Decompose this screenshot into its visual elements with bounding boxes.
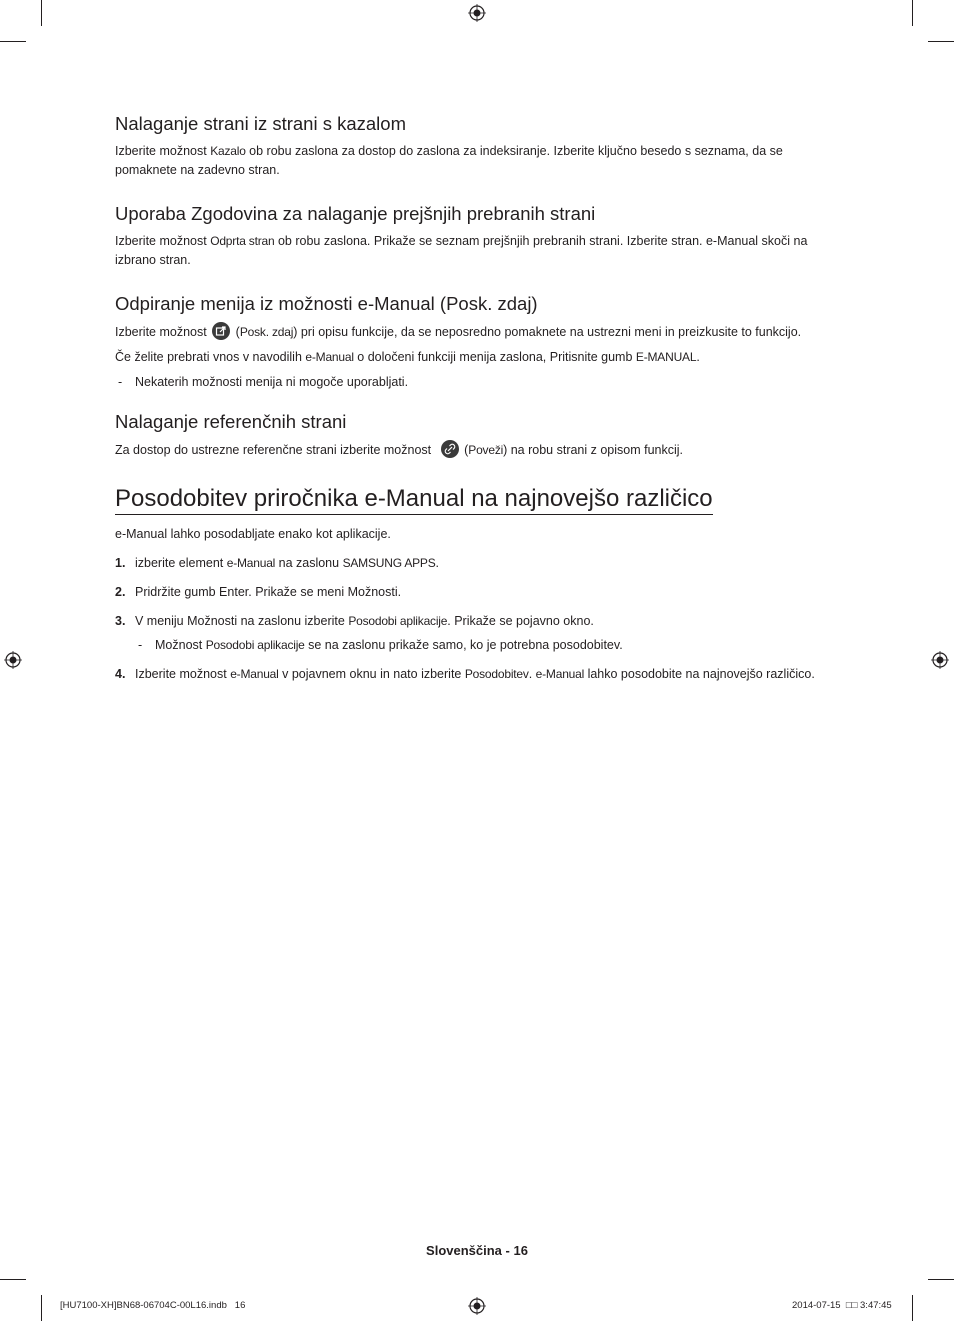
section-index bbox=[115, 112, 835, 180]
section-heading: Nalaganje referenčnih strani bbox=[115, 411, 347, 432]
page-number: Slovenščina - 16 bbox=[426, 1243, 528, 1258]
note: - Nekaterih možnosti menija ni mogoče uporabljati. bbox=[115, 373, 835, 392]
menu-term: Posodobi aplikacije bbox=[205, 638, 305, 652]
menu-term: e-Manual bbox=[230, 667, 279, 681]
crop-mark bbox=[928, 41, 954, 42]
note-dash: - bbox=[138, 638, 143, 652]
menu-term: Posodobitev bbox=[464, 667, 529, 681]
section-text: Če želite prebrati vnos v navodilih e-Manual o določeni funkciji menija zaslona, Pritisnite gumb E-MANUAL. bbox=[115, 350, 700, 364]
intro-text: e-Manual lahko posodabljate enako kot aplikacije. bbox=[115, 527, 391, 541]
section-update bbox=[115, 484, 835, 684]
menu-term: Poveži bbox=[468, 443, 504, 457]
try-now-icon bbox=[212, 322, 230, 340]
note: - Možnost Posodobi aplikacije se na zaslonu prikaže samo, ko je potrebna posodobitev. bbox=[135, 636, 835, 655]
crop-mark bbox=[928, 1279, 954, 1280]
crop-mark bbox=[0, 1279, 26, 1280]
note-dash: - bbox=[118, 375, 123, 389]
section-text: Za dostop do ustrezne referenčne strani izberite možnost (Poveži) na robu strani z opisom funkcij. bbox=[115, 440, 835, 460]
list-item: 2. Pridržite gumb Enter. Prikaže se meni Možnosti. bbox=[115, 585, 402, 599]
list-item: 1. izberite element e-Manual na zaslonu SAMSUNG APPS. bbox=[115, 556, 440, 570]
page-content bbox=[115, 112, 835, 684]
section-heading: Odpiranje menija iz možnosti e-Manual (Posk. zdaj) bbox=[115, 293, 538, 314]
section-text: Izberite možnost Kazalo ob robu zaslona za dostop do zaslona za indeksiranje. Izberite ključno besedo s seznama, da se pomaknete na zadevno stran. bbox=[115, 144, 783, 177]
registration-mark-icon bbox=[4, 651, 22, 669]
section-heading: Nalaganje strani iz strani s kazalom bbox=[115, 113, 406, 134]
menu-term: SAMSUNG APPS bbox=[342, 556, 436, 570]
section-reference bbox=[115, 410, 835, 460]
menu-term: Kazalo bbox=[210, 144, 246, 158]
crop-mark bbox=[41, 1295, 42, 1321]
section-heading: Uporaba Zgodovina za nalaganje prejšnjih prebranih strani bbox=[115, 203, 596, 224]
registration-mark-icon bbox=[931, 651, 949, 669]
menu-term: Odprta stran bbox=[210, 234, 275, 248]
section-try-now bbox=[115, 292, 835, 392]
registration-mark-icon bbox=[468, 1297, 486, 1315]
menu-term: Posk. zdaj bbox=[239, 325, 294, 339]
registration-mark-icon bbox=[468, 4, 486, 22]
section-history bbox=[115, 202, 835, 270]
link-icon bbox=[441, 440, 459, 458]
crop-mark bbox=[0, 41, 26, 42]
list-item: 3. V meniju Možnosti na zaslonu izberite Posodobi aplikacije. Prikaže se pojavno okno. bbox=[115, 614, 594, 628]
section-text: Izberite možnost Odprta stran ob robu zaslona. Prikaže se seznam prejšnjih prebranih strani. Izberite stran. e-Manual skoči na izbrano stran. bbox=[115, 234, 808, 267]
section-text: Izberite možnost (Posk. zdaj) pri opisu funkcije, da se neposredno pomaknete na ustrezni meni in preizkusite to funkcijo. bbox=[115, 322, 835, 342]
list-item: 4. Izberite možnost e-Manual v pojavnem oknu in nato izberite Posodobitev. e-Manual lahko posodobite na najnovejšo različico. bbox=[115, 667, 815, 681]
slug-file: [HU7100-XH]BN68-06704C-00L16.indb 16 bbox=[60, 1300, 246, 1311]
page-title: Posodobitev priročnika e-Manual na najnovejšo različico bbox=[115, 484, 713, 515]
menu-term: Posodobi aplikacije bbox=[348, 614, 448, 628]
button-term: E-MANUAL bbox=[635, 350, 697, 364]
crop-mark bbox=[41, 0, 42, 26]
crop-mark bbox=[912, 0, 913, 26]
menu-term: e-Manual bbox=[226, 556, 276, 570]
crop-mark bbox=[912, 1295, 913, 1321]
menu-term: e-Manual bbox=[535, 667, 585, 681]
slug-timestamp: 2014-07-15 □□ 3:47:45 bbox=[792, 1300, 892, 1311]
menu-term: e-Manual bbox=[305, 350, 354, 364]
